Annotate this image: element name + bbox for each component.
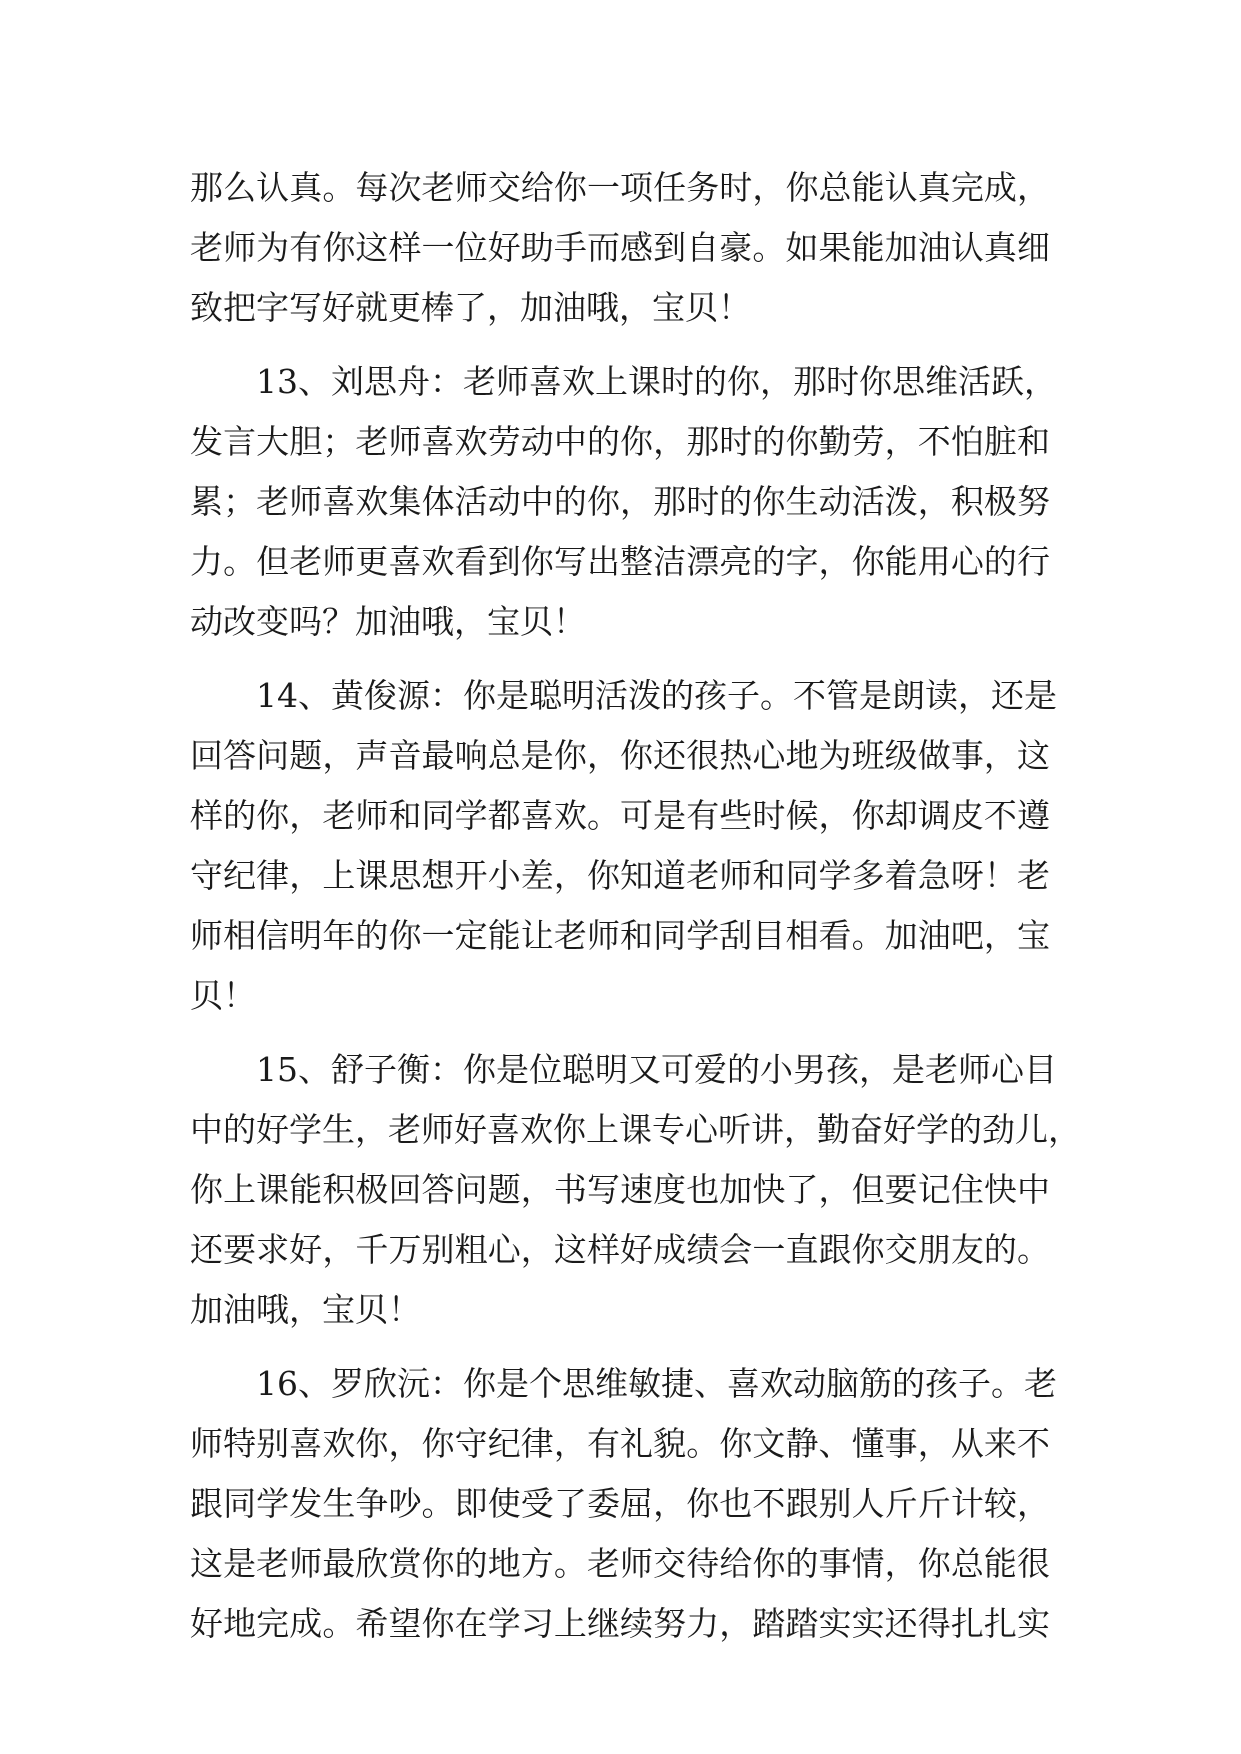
text-line: 好地完成。希望你在学习上继续努力，踏踏实实还得扎扎实 xyxy=(190,1604,1050,1643)
text-line: 老师为有你这样一位好助手而感到自豪。如果能加油认真细 xyxy=(190,228,1050,267)
text-line: 累；老师喜欢集体活动中的你，那时的你生动活泼，积极努 xyxy=(190,482,1050,521)
paragraph-gap xyxy=(190,1340,1050,1354)
text-line: 跟同学发生争吵。即使受了委屈，你也不跟别人斤斤计较， xyxy=(190,1484,1050,1523)
paragraph-gap xyxy=(190,652,1050,666)
text-line: 贝！ xyxy=(190,976,256,1015)
text-line: 动改变吗？加油哦，宝贝！ xyxy=(190,602,586,641)
text-line: 这是老师最欣赏你的地方。老师交待给你的事情，你总能很 xyxy=(190,1544,1050,1583)
paragraph-14 xyxy=(190,666,1057,1026)
text-line: 中的好学生，老师好喜欢你上课专心听讲，勤奋好学的劲儿， xyxy=(190,1110,1081,1149)
paragraph-gap xyxy=(190,338,1050,352)
paragraph-13 xyxy=(190,352,1057,652)
text-line: 还要求好，千万别粗心，这样好成绩会一直跟你交朋友的。 xyxy=(190,1230,1050,1269)
text-line: 力。但老师更喜欢看到你写出整洁漂亮的字，你能用心的行 xyxy=(190,542,1050,581)
paragraph-gap xyxy=(190,1026,1050,1040)
text-line: 16、罗欣沅：你是个思维敏捷、喜欢动脑筋的孩子。老 xyxy=(256,1364,1057,1403)
text-line: 加油哦，宝贝！ xyxy=(190,1290,421,1329)
text-line: 师相信明年的你一定能让老师和同学刮目相看。加油吧，宝 xyxy=(190,916,1050,955)
paragraph-16 xyxy=(190,1354,1057,1654)
text-line: 14、黄俊源：你是聪明活泼的孩子。不管是朗读，还是 xyxy=(256,676,1057,715)
text-line: 师特别喜欢你，你守纪律，有礼貌。你文静、懂事，从来不 xyxy=(190,1424,1050,1463)
paragraph-15 xyxy=(190,1040,1081,1340)
text-line: 15、舒子衡：你是位聪明又可爱的小男孩，是老师心目 xyxy=(256,1050,1057,1089)
text-line: 样的你，老师和同学都喜欢。可是有些时候，你却调皮不遵 xyxy=(190,796,1050,835)
text-line: 那么认真。每次老师交给你一项任务时，你总能认真完成， xyxy=(190,168,1050,207)
text-line: 守纪律，上课思想开小差，你知道老师和同学多着急呀！老 xyxy=(190,856,1050,895)
paragraph-12-continuation xyxy=(190,158,1050,338)
text-line: 发言大胆；老师喜欢劳动中的你，那时的你勤劳，不怕脏和 xyxy=(190,422,1050,461)
text-line: 致把字写好就更棒了，加油哦，宝贝！ xyxy=(190,288,751,327)
document-body xyxy=(190,158,1081,1654)
text-line: 13、刘思舟：老师喜欢上课时的你，那时你思维活跃， xyxy=(256,362,1057,401)
text-line: 你上课能积极回答问题，书写速度也加快了，但要记住快中 xyxy=(190,1170,1050,1209)
text-line: 回答问题，声音最响总是你，你还很热心地为班级做事，这 xyxy=(190,736,1050,775)
